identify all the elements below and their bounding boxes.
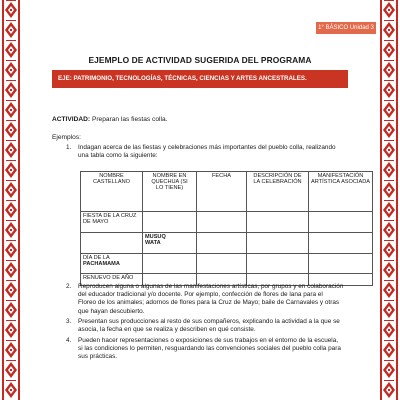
item-line: que hayan descubierto. xyxy=(78,307,145,315)
header-nombre-quechua: NOMBRE EN QUECHUA (SI LO TIENE) xyxy=(143,172,197,212)
table-row xyxy=(81,254,373,274)
cell-descripcion xyxy=(247,254,309,274)
item-line: asocia, la fecha en que se realiza y describen en qué consiste. xyxy=(78,326,256,334)
cell-castellano: FIESTA DE LA CRUZ DE MAYO xyxy=(81,212,143,233)
header-manifestacion: MANIFESTACIÓN ARTÍSTICA ASOCIADA xyxy=(309,172,373,212)
item-line: Floreo de los animales; adornos de flores para la Cruz de Mayo; baile de Carnavales y otras xyxy=(78,299,340,307)
page-title: EJEMPLO DE ACTIVIDAD SUGERIDA DEL PROGRAMA xyxy=(88,55,312,65)
item-line: del educador tradicional y/o docente. Por ejemplo, confección de flores de lana para el xyxy=(78,291,323,299)
item-line: si las condiciones lo permiten, resguardando las convenciones sociales del pueblo colla para xyxy=(78,345,341,353)
table-row xyxy=(81,233,373,254)
cell-descripcion xyxy=(247,233,309,254)
item-line: Presentan sus producciones al resto de sus compañeros, explicando la actividad a la que se xyxy=(78,318,340,325)
cell-castellano: DÍA DE LA PACHAMAMA xyxy=(81,254,143,274)
item-number: 2. xyxy=(66,283,72,290)
cell-castellano xyxy=(81,233,143,254)
table-row xyxy=(81,212,373,233)
table-header-row xyxy=(81,172,373,212)
cell-castellano: RENUEVO DE AÑO xyxy=(81,274,143,286)
item-number: 3. xyxy=(66,318,72,325)
item-line: sus prácticas. xyxy=(78,353,118,361)
cell-fecha xyxy=(197,212,247,233)
activity-label: ACTIVIDAD: xyxy=(52,116,91,123)
cell-quechua xyxy=(143,254,197,274)
activity-line xyxy=(52,116,167,123)
item-line: Reproducen alguna o algunas de las manifestaciones artísticas, por grupos y en colaboración xyxy=(78,283,344,290)
cell-manifestacion xyxy=(309,254,373,274)
cell-quechua: MUSUQ WATA xyxy=(143,233,197,254)
cell-fecha xyxy=(197,233,247,254)
activity-text: Preparan las fiestas colla. xyxy=(90,116,168,123)
festivities-table xyxy=(80,171,373,286)
cell-manifestacion xyxy=(309,212,373,233)
item-line: una tabla como la siguiente: xyxy=(78,152,158,160)
examples-label: Ejemplos: xyxy=(52,134,81,141)
axis-banner: EJE: PATRIMONIO, TECNOLOGÍAS, TÉCNICAS, CIENCIAS Y ARTES ANCESTRALES. xyxy=(52,70,348,88)
header-nombre-castellano: NOMBRE CASTELLANO xyxy=(81,172,143,212)
item-number: 4. xyxy=(66,337,72,344)
right-woven-border xyxy=(378,0,400,400)
item-number: 1. xyxy=(66,144,72,151)
cell-manifestacion xyxy=(309,233,373,254)
cell-descripcion xyxy=(247,212,309,233)
header-descripcion: DESCRIPCIÓN DE LA CELEBRACIÓN xyxy=(247,172,309,212)
woven-pattern-right xyxy=(378,0,400,400)
left-woven-border xyxy=(0,0,22,400)
woven-pattern-left xyxy=(0,0,22,400)
cell-quechua xyxy=(143,212,197,233)
item-line: Pueden hacer representaciones o exposiciones de sus trabajos en el entorno de la escuela, xyxy=(78,337,339,344)
item-line: Indagan acerca de las fiestas y celebraciones más importantes del pueblo colla, realizando xyxy=(78,144,336,151)
grade-unit-badge: 1° BÁSICO Unidad 3 xyxy=(316,22,376,34)
cell-fecha xyxy=(197,254,247,274)
header-fecha: FECHA xyxy=(197,172,247,212)
